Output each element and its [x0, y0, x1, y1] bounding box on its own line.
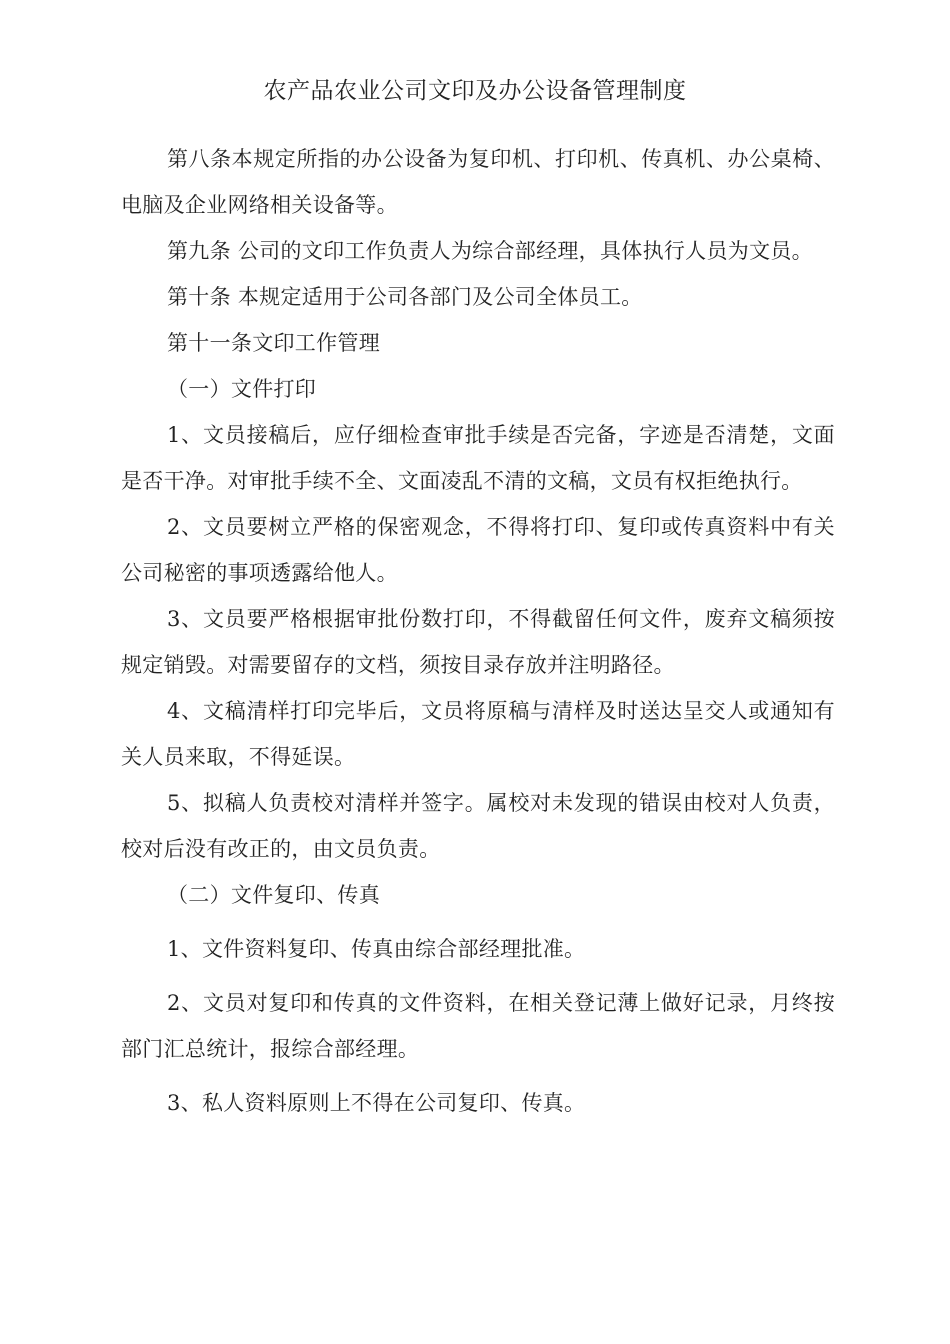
paragraph-copy-fax-1: 1、文件资料复印、传真由综合部经理批准。 [167, 937, 586, 961]
section-heading-copy-fax: （二）文件复印、传真 [167, 883, 380, 907]
paragraph-printing-2: 2、文员要树立严格的保密观念，不得将打印、复印或传真资料中有关公司秘密的事项透露给他人。 [121, 515, 835, 585]
paragraph-article-11: 第十一条文印工作管理 [167, 331, 380, 355]
paragraph-copy-fax-3: 3、私人资料原则上不得在公司复印、传真。 [167, 1091, 586, 1115]
paragraph-copy-fax-2: 2、文员对复印和传真的文件资料，在相关登记薄上做好记录，月终按部门汇总统计，报综合部经理。 [121, 991, 835, 1061]
paragraph-article-10: 第十条 本规定适用于公司各部门及公司全体员工。 [167, 285, 643, 309]
paragraph-printing-4: 4、文稿清样打印完毕后，文员将原稿与清样及时送达呈交人或通知有关人员来取，不得延误。 [121, 699, 835, 769]
paragraph-printing-1: 1、文员接稿后，应仔细检查审批手续是否完备，字迹是否清楚，文面是否干净。对审批手续不全、文面凌乱不清的文稿，文员有权拒绝执行。 [121, 423, 835, 493]
document-title: 农产品农业公司文印及办公设备管理制度 [263, 78, 687, 104]
paragraph-printing-3: 3、文员要严格根据审批份数打印，不得截留任何文件，废弃文稿须按规定销毁。对需要留存的文档，须按目录存放并注明路径。 [121, 607, 835, 677]
paragraph-article-8: 第八条本规定所指的办公设备为复印机、打印机、传真机、办公桌椅、电脑及企业网络相关设备等。 [121, 147, 835, 217]
paragraph-printing-5: 5、拟稿人负责校对清样并签字。属校对未发现的错误由校对人负责，校对后没有改正的，由文员负责。 [121, 791, 835, 861]
section-heading-printing: （一）文件打印 [167, 377, 317, 401]
document-body [121, 136, 835, 1126]
paragraph-article-9: 第九条 公司的文印工作负责人为综合部经理，具体执行人员为文员。 [167, 239, 813, 263]
